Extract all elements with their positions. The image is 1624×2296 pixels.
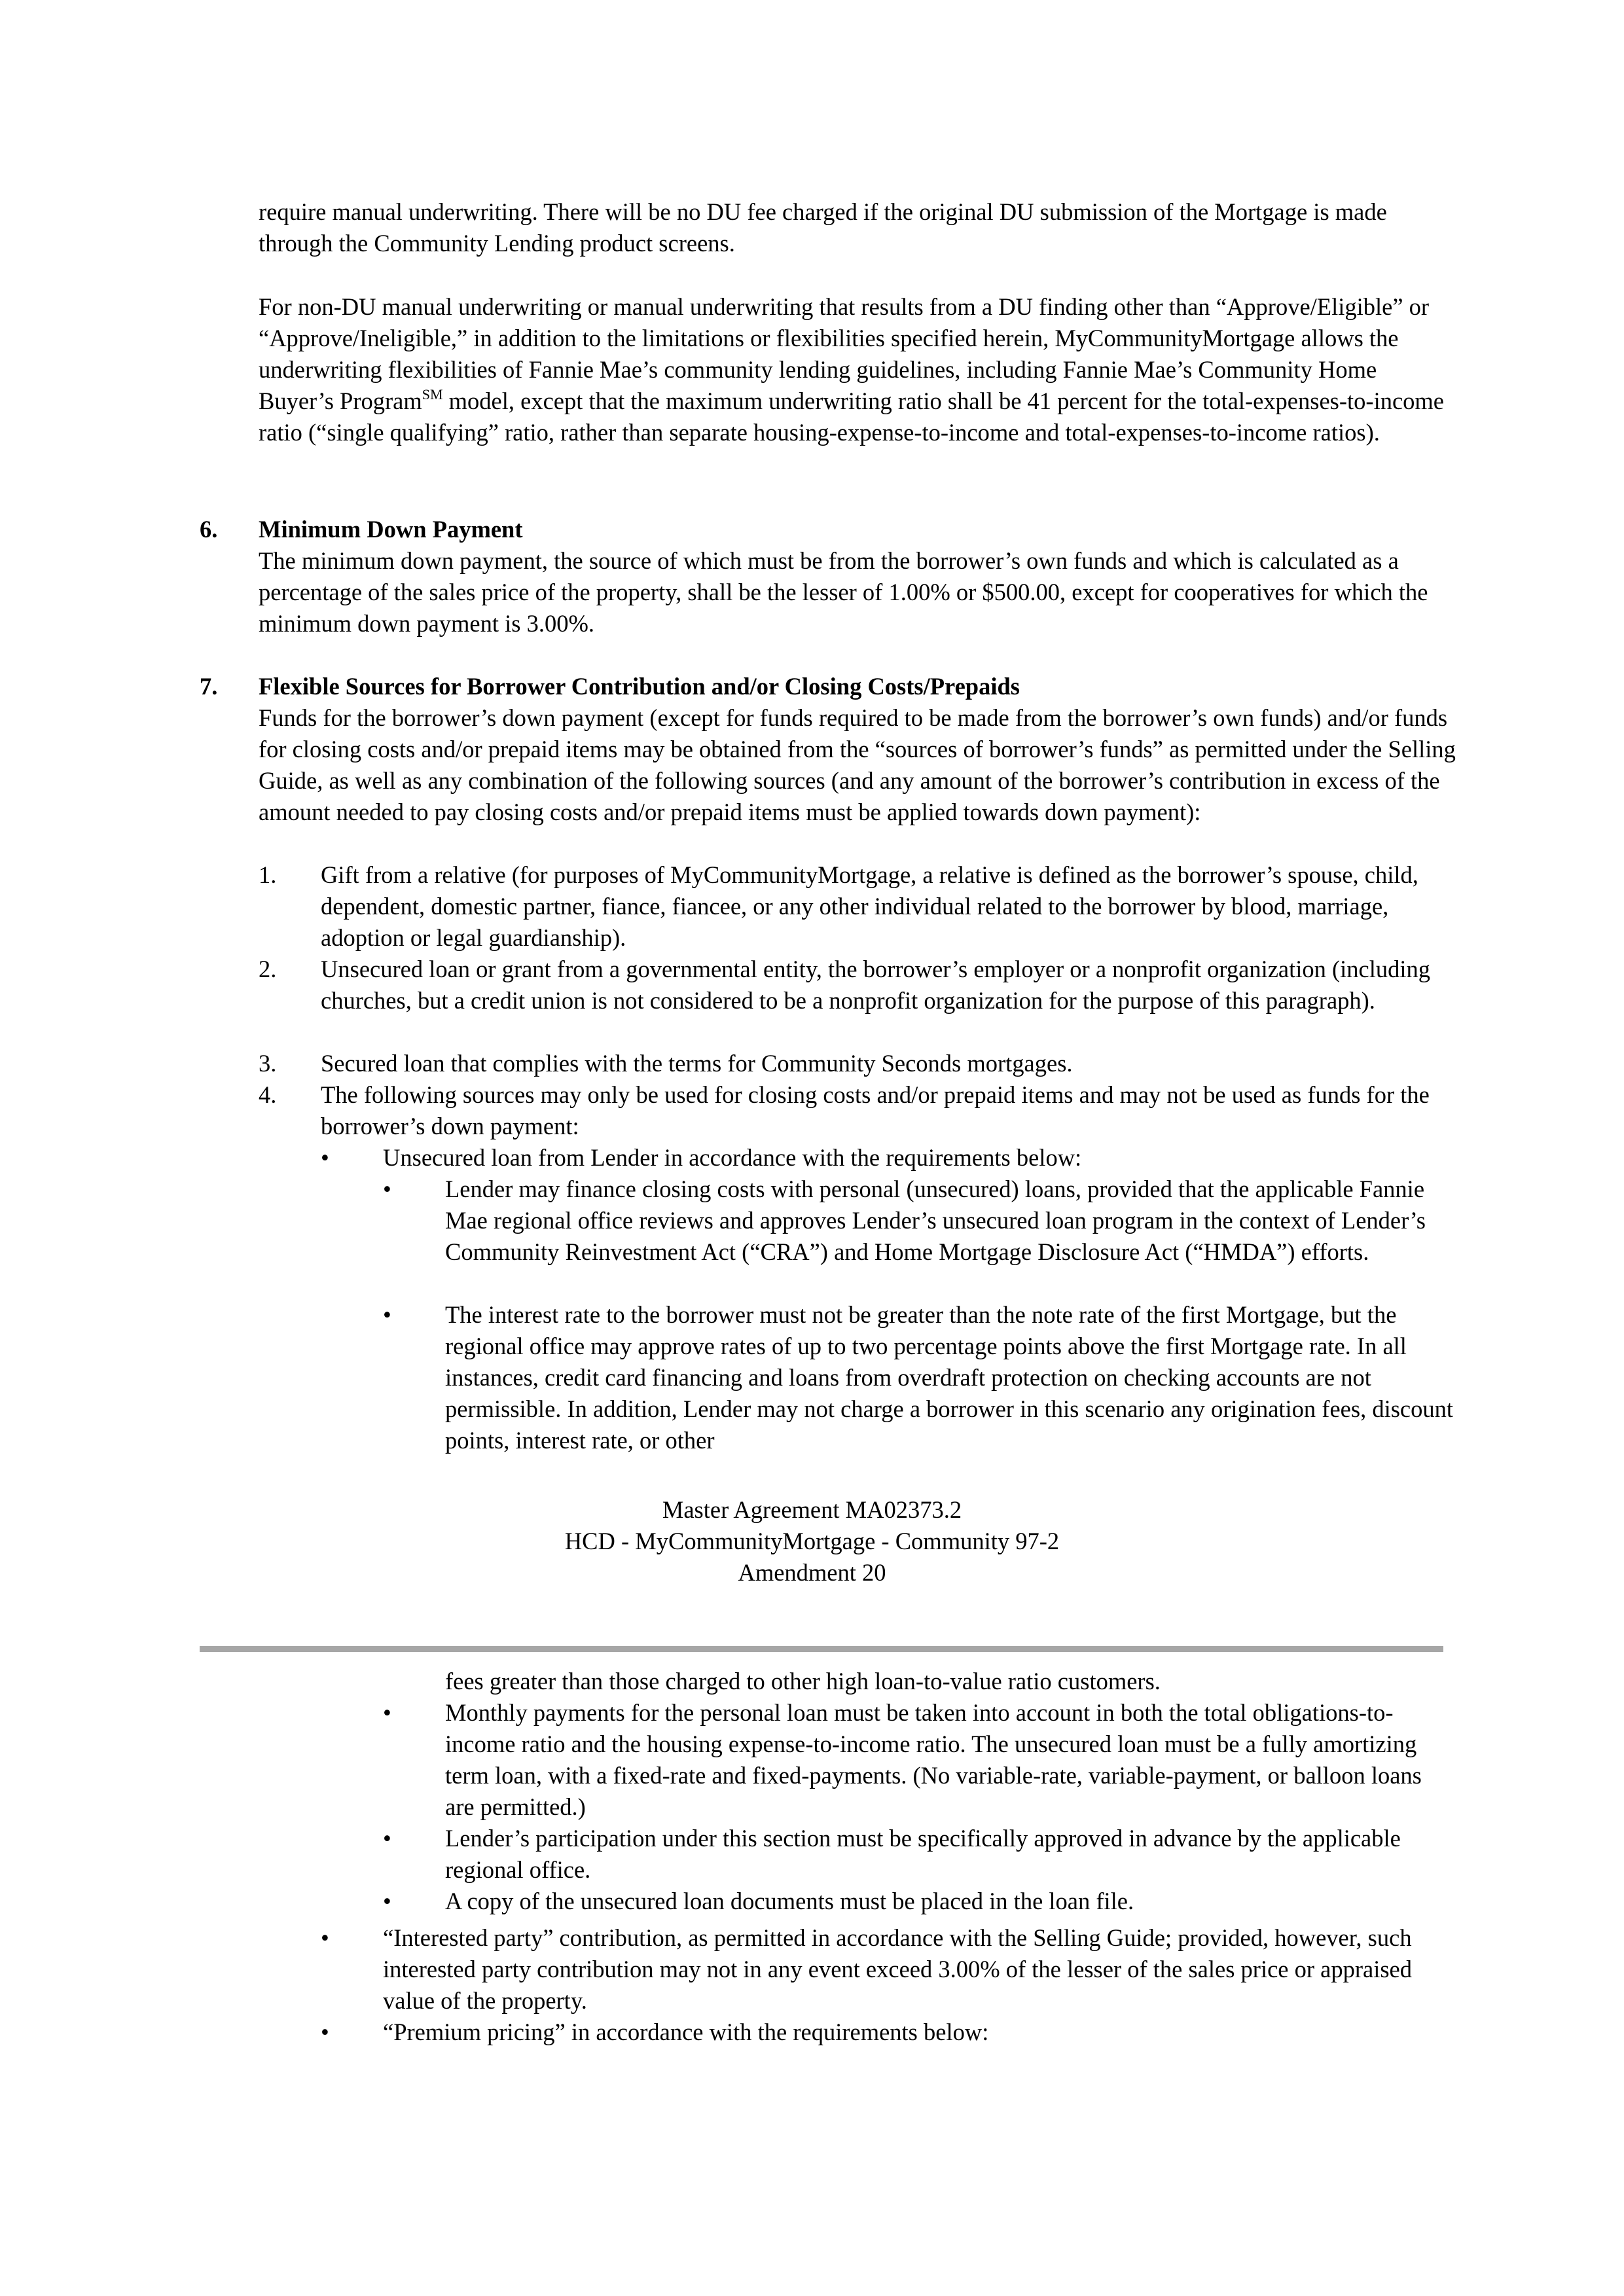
section-6-body: The minimum down payment, the source of which must be from the borrower’s own funds and which is calculated as a percentage of the sales price of the property, shall be the lesser of 1.00% or $500.00, except for cooperatives for which the minimum down payment is 3.00%.: [259, 547, 1428, 637]
footer: [0, 1494, 1624, 1588]
item-3-number: 3.: [259, 1050, 277, 1077]
section-7: [259, 671, 1463, 828]
bullet-interest-rate: The interest rate to the borrower must not be greater than the note rate of the first Mortgage, but the regional office may approve rates of up to two percentage points above the first Mortgage rate. In all instances, credit card financing and loans from overdraft protection on checking accounts are not permissible. In addition, Lender may not charge a borrower in this scenario any origination fees, discount points, interest rate, or other: [445, 1301, 1454, 1454]
non-du-text-b: model, except that the maximum underwriting ratio shall be 41 percent for the total-expenses-to-income ratio (“single qualifying” ratio, rather than separate housing-expense-to-income and total-expenses-to-income ratios).: [259, 387, 1445, 446]
section-7-number: 7.: [200, 673, 218, 700]
bullet-icon: •: [383, 1301, 391, 1328]
item-2-number: 2.: [259, 956, 277, 982]
section-6: [259, 514, 1456, 639]
bullet-icon: •: [321, 1144, 329, 1171]
bullet-icon: •: [321, 1924, 329, 1951]
bullet-lender-participation: Lender’s participation under this section must be specifically approved in advance by the applicable regional office.: [445, 1825, 1401, 1883]
bullet-loan-documents: A copy of the unsecured loan documents must be placed in the loan file.: [445, 1888, 1134, 1914]
service-mark: SM: [422, 386, 443, 403]
bullet-icon: •: [383, 1175, 391, 1202]
bullet-lender-finance: Lender may finance closing costs with personal (unsecured) loans, provided that the applicable Fannie Mae regional office reviews and approves Lender’s unsecured loan program in the context of Lender’s Community Reinvestment Act (“CRA”) and Home Mortgage Disclosure Act (“HMDA”) efforts.: [445, 1175, 1426, 1265]
intro-paragraph: require manual underwriting. There will be no DU fee charged if the original DU submission of the Mortgage is made through the Community Lending product screens.: [259, 198, 1387, 257]
bullet-unsecured-loan: Unsecured loan from Lender in accordance with the requirements below:: [383, 1144, 1082, 1171]
bullet-interested-party: “Interested party” contribution, as permitted in accordance with the Selling Guide; provided, however, such interested party contribution may not in any event exceed 3.00% of the lesser of the sales price or appraised value of the property.: [383, 1924, 1412, 2014]
item-4-text: The following sources may only be used for closing costs and/or prepaid items and may not be used as funds for the borrower’s down payment:: [321, 1081, 1430, 1139]
item-2-text: Unsecured loan or grant from a governmental entity, the borrower’s employer or a nonprofit organization (including churches, but a credit union is not considered to be a nonprofit organization for the purpose of this paragraph).: [321, 956, 1431, 1014]
continuation-text: fees greater than those charged to other high loan-to-value ratio customers.: [445, 1668, 1161, 1695]
bullet-icon: •: [321, 2018, 329, 2045]
section-7-heading: Flexible Sources for Borrower Contribution and/or Closing Costs/Prepaids: [259, 673, 1020, 700]
footer-program: HCD - MyCommunityMortgage - Community 97-2: [564, 1528, 1060, 1554]
bullet-premium-pricing: “Premium pricing” in accordance with the requirements below:: [383, 2018, 989, 2045]
page-break-divider: [200, 1646, 1443, 1652]
item-3-text: Secured loan that complies with the terms for Community Seconds mortgages.: [321, 1050, 1073, 1077]
bullet-icon: •: [383, 1699, 391, 1726]
section-6-number: 6.: [200, 516, 218, 543]
bullet-monthly-payments: Monthly payments for the personal loan must be taken into account in both the total obligations-to-income ratio and the housing expense-to-income ratio. The unsecured loan must be a fully amortizing term loan, with a fixed-rate and fixed-payments. (No variable-rate, variable-payment, or balloon loans are permitted.): [445, 1699, 1422, 1820]
footer-amendment: Amendment 20: [738, 1559, 886, 1586]
non-du-text-a: For non-DU manual underwriting or manual underwriting that results from a DU finding other than “Approve/Eligible” or “Approve/Ineligible,” in addition to the limitations or flexibilities specified herein, MyCommunityMortgage allows the underwriting flexibilities of Fannie Mae’s community lending guidelines, including Fannie Mae’s Community Home Buyer’s Program: [259, 293, 1430, 414]
item-1-text: Gift from a relative (for purposes of MyCommunityMortgage, a relative is defined as the borrower’s spouse, child, dependent, domestic partner, fiance, fiancee, or any other individual related to the borrower by blood, marriage, adoption or legal guardianship).: [321, 861, 1418, 951]
bullet-icon: •: [383, 1825, 391, 1852]
footer-agreement: Master Agreement MA02373.2: [662, 1496, 962, 1523]
bullet-icon: •: [383, 1888, 391, 1914]
item-4-number: 4.: [259, 1081, 277, 1108]
item-1-number: 1.: [259, 861, 277, 888]
non-du-paragraph: [259, 291, 1456, 448]
section-6-heading: Minimum Down Payment: [259, 516, 523, 543]
section-7-body: Funds for the borrower’s down payment (except for funds required to be made from the borrower’s own funds) and/or funds for closing costs and/or prepaid items may be obtained from the “sources of borrower’s funds” as permitted under the Selling Guide, as well as any combination of the following sources (and any amount of the borrower’s contribution in excess of the amount needed to pay closing costs and/or prepaid items must be applied towards down payment):: [259, 704, 1456, 825]
